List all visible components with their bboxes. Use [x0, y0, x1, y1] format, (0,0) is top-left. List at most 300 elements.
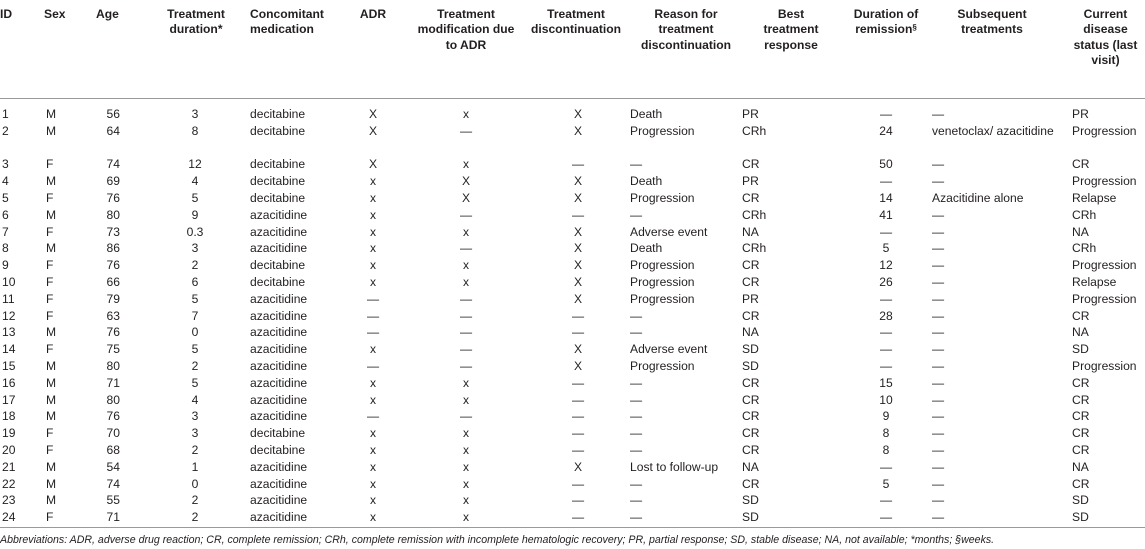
- cell-id: 11: [2, 291, 15, 306]
- cell-concomitant-medication: decitabine: [250, 442, 306, 457]
- cell-current-status: Relapse: [1072, 190, 1117, 205]
- cell-current-status: SD: [1072, 493, 1089, 508]
- cell-reason-discontinuation: Progression: [630, 190, 695, 205]
- cell-treatment-discontinuation: X: [573, 358, 583, 373]
- header-subsequent-treatments: Subsequent treatments: [932, 4, 1058, 99]
- table-row: [0, 291, 1145, 308]
- cell-duration-remission: 24: [879, 123, 893, 138]
- cell-reason-discontinuation: —: [630, 325, 643, 340]
- cell-subsequent-treatments: —: [932, 509, 1058, 527]
- table-row: [0, 358, 1145, 375]
- cell-id: 7: [2, 224, 9, 239]
- cell-adr: x: [369, 476, 377, 491]
- cell-adr: —: [366, 291, 380, 306]
- header-best-response: Best treatment response: [742, 4, 840, 99]
- header-treatment-discontinuation: Treatment discontinuation: [522, 4, 630, 99]
- cell-age: 71: [96, 509, 148, 527]
- cell-treatment-discontinuation: X: [573, 291, 583, 306]
- cell-id: 15: [2, 358, 16, 373]
- header-treatment-duration: [148, 4, 250, 99]
- cell-best-response: CR: [742, 476, 760, 491]
- cell-treatment-discontinuation: —: [571, 157, 585, 172]
- cell-subsequent-treatments: —: [932, 241, 945, 256]
- cell-treatment-duration: 2: [148, 509, 250, 527]
- cell-concomitant-medication: azacitidine: [250, 207, 308, 222]
- cell-concomitant-medication: azacitidine: [250, 392, 308, 407]
- cell-adr: x: [369, 442, 377, 457]
- cell-best-response: PR: [742, 174, 759, 189]
- cell-current-status: Progression: [1072, 174, 1137, 189]
- cell-best-response: SD: [742, 358, 759, 373]
- cell-duration-remission: —: [840, 509, 932, 527]
- cell-treatment-modification: —: [459, 291, 473, 306]
- cell-adr: X: [368, 107, 378, 121]
- cell-treatment-duration: 3: [191, 409, 199, 424]
- cell-current-status: CR: [1072, 476, 1090, 491]
- cell-current-status: CR: [1072, 375, 1090, 390]
- cell-reason-discontinuation: —: [630, 442, 643, 457]
- header-concomitant-medication: Concomitant medication: [250, 4, 348, 99]
- cell-sex: M: [46, 358, 57, 373]
- cell-adr: x: [369, 190, 377, 205]
- header-adr: ADR: [348, 4, 410, 99]
- cell-treatment-modification: —: [459, 325, 473, 340]
- cell-best-response: CR: [742, 392, 760, 407]
- cell-concomitant-medication: decitabine: [250, 123, 306, 138]
- cell-subsequent-treatments: —: [932, 442, 945, 457]
- cell-treatment-modification: x: [410, 509, 522, 527]
- cell-duration-remission: 28: [879, 308, 893, 323]
- cell-treatment-modification: —: [459, 308, 473, 323]
- cell-current-status: CRh: [1072, 241, 1097, 256]
- cell-adr: x: [369, 375, 377, 390]
- table-row: [0, 442, 1145, 459]
- cell-treatment-modification: X: [461, 174, 471, 189]
- cell-concomitant-medication: azacitidine: [250, 493, 308, 508]
- cell-treatment-modification: x: [462, 107, 470, 121]
- cell-current-status: SD: [1072, 342, 1089, 357]
- cell-treatment-modification: x: [462, 493, 470, 508]
- cell-treatment-discontinuation: X: [573, 190, 583, 205]
- cell-current-status: Progression: [1072, 291, 1137, 306]
- cell-id: 1: [2, 107, 9, 121]
- cell-duration-remission: 10: [879, 392, 893, 407]
- cell-age: 71: [106, 375, 120, 390]
- cell-treatment-modification: x: [462, 392, 470, 407]
- table-footnote: Abbreviations: ADR, adverse drug reaction; CR, complete remission; CRh, complete remission with incomplete hematologic recovery; PR, partial response; SD, stable disease; NA, not available; *months; §weeks.: [0, 534, 995, 546]
- patient-table: [0, 4, 1145, 528]
- cell-sex: F: [46, 157, 54, 172]
- cell-treatment-discontinuation: X: [573, 274, 583, 289]
- cell-sex: M: [46, 375, 57, 390]
- table-row: [0, 459, 1145, 476]
- cell-best-response: PR: [742, 291, 759, 306]
- cell-subsequent-treatments: —: [932, 409, 945, 424]
- cell-age: 70: [106, 426, 120, 441]
- table-row: [0, 257, 1145, 274]
- cell-treatment-modification: x: [462, 375, 470, 390]
- header-sex: Sex: [44, 4, 96, 99]
- table-row: [0, 207, 1145, 224]
- cell-treatment-duration: 2: [191, 358, 199, 373]
- cell-subsequent-treatments: —: [932, 274, 945, 289]
- cell-age: 64: [106, 123, 120, 138]
- cell-duration-remission: 5: [882, 241, 890, 256]
- cell-age: 75: [106, 342, 120, 357]
- cell-duration-remission: —: [879, 224, 893, 239]
- table-row: [0, 99, 1145, 123]
- cell-current-status: Progression: [1072, 358, 1137, 373]
- cell-treatment-discontinuation: X: [573, 241, 583, 256]
- cell-best-response: NA: [742, 459, 759, 474]
- cell-best-response: SD: [742, 342, 759, 357]
- cell-treatment-modification: —: [459, 207, 473, 222]
- cell-sex: F: [46, 291, 54, 306]
- cell-best-response: CRh: [742, 123, 767, 138]
- cell-sex: F: [46, 274, 54, 289]
- cell-adr: x: [369, 224, 377, 239]
- cell-concomitant-medication: decitabine: [250, 274, 306, 289]
- cell-age: 76: [106, 258, 120, 273]
- cell-treatment-duration: 2: [191, 258, 199, 273]
- cell-subsequent-treatments: —: [932, 107, 945, 121]
- cell-sex: F: [46, 442, 54, 457]
- cell-reason-discontinuation: Lost to follow-up: [630, 459, 719, 474]
- cell-adr: x: [369, 426, 377, 441]
- cell-treatment-duration: 6: [191, 274, 199, 289]
- cell-age: 80: [106, 358, 120, 373]
- cell-duration-remission: 9: [882, 409, 890, 424]
- cell-concomitant-medication: azacitidine: [250, 459, 308, 474]
- cell-best-response: CRh: [742, 241, 767, 256]
- cell-concomitant-medication: azacitidine: [250, 409, 308, 424]
- cell-treatment-duration: 3: [191, 241, 199, 256]
- cell-current-status: CR: [1072, 157, 1090, 172]
- cell-treatment-discontinuation: —: [571, 476, 585, 491]
- cell-id: 24: [0, 509, 44, 527]
- cell-reason-discontinuation: —: [630, 476, 643, 491]
- table-row: [0, 224, 1145, 241]
- cell-duration-remission: —: [879, 291, 893, 306]
- cell-treatment-discontinuation: —: [571, 409, 585, 424]
- cell-duration-remission: 12: [879, 258, 893, 273]
- cell-subsequent-treatments: —: [932, 342, 945, 357]
- cell-concomitant-medication: decitabine: [250, 190, 306, 205]
- cell-sex: F: [46, 342, 54, 357]
- cell-age: 80: [106, 392, 120, 407]
- cell-best-response: NA: [742, 224, 759, 239]
- cell-current-status: NA: [1072, 459, 1089, 474]
- cell-current-status: Progression: [1072, 258, 1137, 273]
- cell-concomitant-medication: azacitidine: [250, 509, 348, 527]
- cell-best-response: PR: [742, 107, 759, 121]
- cell-duration-remission: —: [879, 493, 893, 508]
- cell-treatment-duration: 9: [191, 207, 199, 222]
- cell-adr: x: [369, 342, 377, 357]
- cell-age: 79: [106, 291, 120, 306]
- cell-treatment-modification: x: [462, 459, 470, 474]
- cell-best-response: CR: [742, 190, 760, 205]
- cell-concomitant-medication: decitabine: [250, 258, 306, 273]
- cell-subsequent-treatments: —: [932, 207, 945, 222]
- cell-id: 19: [2, 426, 16, 441]
- cell-age: 86: [106, 241, 120, 256]
- cell-adr: x: [369, 207, 377, 222]
- cell-concomitant-medication: azacitidine: [250, 224, 308, 239]
- cell-current-status: CR: [1072, 392, 1090, 407]
- cell-current-status: CR: [1072, 426, 1090, 441]
- cell-age: 76: [106, 190, 120, 205]
- table-body: [0, 99, 1145, 528]
- cell-current-status: NA: [1072, 325, 1089, 340]
- table-row: [0, 476, 1145, 493]
- cell-treatment-modification: x: [462, 426, 470, 441]
- cell-current-status: CRh: [1072, 207, 1097, 222]
- cell-treatment-duration: 5: [191, 291, 199, 306]
- cell-id: 2: [2, 123, 9, 138]
- cell-subsequent-treatments: —: [932, 157, 945, 172]
- cell-treatment-discontinuation: X: [573, 174, 583, 189]
- section-mark: §: [912, 23, 917, 33]
- cell-treatment-duration: 0: [191, 476, 199, 491]
- cell-adr: —: [366, 409, 380, 424]
- cell-treatment-discontinuation: —: [571, 375, 585, 390]
- cell-reason-discontinuation: —: [630, 426, 643, 441]
- cell-adr: x: [369, 274, 377, 289]
- cell-concomitant-medication: azacitidine: [250, 375, 308, 390]
- table-row: [0, 324, 1145, 341]
- cell-sex: M: [46, 476, 57, 491]
- cell-best-response: CR: [742, 308, 760, 323]
- table-row: [0, 156, 1145, 173]
- cell-best-response: CR: [742, 274, 760, 289]
- cell-best-response: SD: [742, 509, 840, 527]
- cell-treatment-discontinuation: X: [573, 224, 583, 239]
- cell-treatment-discontinuation: —: [571, 493, 585, 508]
- cell-reason-discontinuation: Adverse event: [630, 342, 708, 357]
- table-row: [0, 308, 1145, 325]
- cell-reason-discontinuation: —: [630, 493, 643, 508]
- table-row: [0, 392, 1145, 409]
- cell-duration-remission: 8: [882, 426, 890, 441]
- cell-duration-remission: —: [879, 358, 893, 373]
- cell-id: 4: [2, 174, 9, 189]
- cell-age: 69: [106, 174, 120, 189]
- cell-treatment-discontinuation: X: [573, 107, 583, 121]
- cell-id: 14: [2, 342, 16, 357]
- cell-subsequent-treatments: venetoclax/ azacitidine: [932, 123, 1054, 138]
- cell-best-response: CRh: [742, 207, 767, 222]
- cell-treatment-discontinuation: —: [571, 325, 585, 340]
- cell-duration-remission: 41: [879, 207, 893, 222]
- cell-best-response: CR: [742, 442, 760, 457]
- cell-treatment-duration: 0.3: [186, 224, 204, 239]
- cell-treatment-duration: 2: [191, 493, 199, 508]
- cell-adr: x: [369, 174, 377, 189]
- cell-age: 74: [106, 476, 120, 491]
- cell-duration-remission: —: [879, 342, 893, 357]
- cell-current-status: CR: [1072, 442, 1090, 457]
- table-row: [0, 425, 1145, 442]
- cell-id: 9: [2, 258, 9, 273]
- cell-duration-remission: —: [879, 174, 893, 189]
- cell-adr: x: [369, 459, 377, 474]
- header-row: [0, 4, 1145, 99]
- table-row: [0, 190, 1145, 207]
- cell-subsequent-treatments: —: [932, 375, 945, 390]
- cell-age: 56: [106, 107, 120, 121]
- cell-reason-discontinuation: Progression: [630, 274, 695, 289]
- cell-sex: M: [46, 493, 57, 508]
- cell-best-response: CR: [742, 426, 760, 441]
- cell-id: 10: [2, 274, 16, 289]
- cell-treatment-duration: 4: [191, 392, 199, 407]
- cell-current-status: Relapse: [1072, 274, 1117, 289]
- cell-treatment-modification: x: [462, 442, 470, 457]
- cell-subsequent-treatments: Azacitidine alone: [932, 190, 1024, 205]
- cell-subsequent-treatments: —: [932, 308, 945, 323]
- cell-reason-discontinuation: Progression: [630, 291, 695, 306]
- cell-duration-remission: 15: [879, 375, 893, 390]
- cell-sex: M: [46, 325, 57, 340]
- cell-subsequent-treatments: —: [932, 325, 945, 340]
- cell-sex: M: [46, 123, 57, 138]
- cell-age: 54: [106, 459, 120, 474]
- cell-id: 21: [2, 459, 16, 474]
- cell-subsequent-treatments: —: [932, 258, 945, 273]
- cell-subsequent-treatments: —: [932, 224, 945, 239]
- cell-sex: F: [46, 308, 54, 323]
- cell-reason-discontinuation: —: [630, 308, 643, 323]
- header-age: Age: [96, 4, 148, 99]
- cell-best-response: SD: [742, 493, 759, 508]
- cell-concomitant-medication: azacitidine: [250, 241, 308, 256]
- cell-treatment-modification: X: [461, 190, 471, 205]
- cell-treatment-modification: x: [462, 157, 470, 172]
- cell-concomitant-medication: decitabine: [250, 157, 306, 172]
- cell-id: 23: [2, 493, 16, 508]
- cell-duration-remission: 8: [882, 442, 890, 457]
- cell-reason-discontinuation: Progression: [630, 123, 695, 138]
- cell-reason-discontinuation: Progression: [630, 258, 695, 273]
- cell-treatment-discontinuation: —: [571, 308, 585, 323]
- cell-treatment-modification: —: [459, 123, 473, 138]
- table-row: [0, 274, 1145, 291]
- cell-concomitant-medication: azacitidine: [250, 325, 308, 340]
- cell-current-status: PR: [1072, 107, 1089, 121]
- cell-treatment-modification: x: [462, 224, 470, 239]
- cell-current-status: Progression: [1072, 123, 1137, 138]
- cell-treatment-modification: —: [459, 358, 473, 373]
- cell-adr: X: [368, 123, 378, 138]
- cell-concomitant-medication: azacitidine: [250, 358, 308, 373]
- cell-adr: x: [348, 509, 410, 527]
- cell-reason-discontinuation: —: [630, 207, 643, 222]
- cell-age: 55: [106, 493, 120, 508]
- cell-reason-discontinuation: Death: [630, 241, 663, 256]
- cell-treatment-modification: x: [462, 258, 470, 273]
- cell-sex: M: [46, 174, 57, 189]
- cell-subsequent-treatments: —: [932, 493, 945, 508]
- cell-adr: x: [369, 258, 377, 273]
- cell-sex: M: [46, 409, 57, 424]
- cell-duration-remission: 14: [879, 190, 893, 205]
- cell-treatment-duration: 7: [191, 308, 199, 323]
- cell-treatment-duration: 8: [191, 123, 199, 138]
- cell-duration-remission: —: [879, 459, 893, 474]
- table-row: [0, 492, 1145, 509]
- cell-subsequent-treatments: —: [932, 358, 945, 373]
- cell-treatment-duration: 2: [191, 442, 199, 457]
- cell-subsequent-treatments: —: [932, 426, 945, 441]
- cell-treatment-duration: 5: [191, 190, 199, 205]
- cell-duration-remission: —: [879, 107, 893, 121]
- cell-current-status: CR: [1072, 308, 1090, 323]
- cell-adr: x: [369, 241, 377, 256]
- cell-age: 68: [106, 442, 120, 457]
- cell-reason-discontinuation: Progression: [630, 358, 695, 373]
- cell-best-response: NA: [742, 325, 759, 340]
- cell-reason-discontinuation: —: [630, 509, 742, 527]
- cell-treatment-modification: —: [459, 241, 473, 256]
- table-row: [0, 375, 1145, 392]
- cell-sex: M: [46, 459, 57, 474]
- cell-adr: x: [369, 493, 377, 508]
- header-duration-remission: [840, 4, 932, 99]
- cell-concomitant-medication: azacitidine: [250, 291, 308, 306]
- cell-adr: x: [369, 392, 377, 407]
- table-row: [0, 341, 1145, 358]
- table-row: [0, 509, 1145, 527]
- cell-reason-discontinuation: —: [630, 157, 643, 172]
- cell-treatment-discontinuation: X: [573, 258, 583, 273]
- cell-sex: M: [46, 107, 57, 121]
- cell-treatment-duration: 3: [191, 107, 199, 121]
- cell-treatment-discontinuation: X: [573, 342, 583, 357]
- cell-treatment-duration: 12: [188, 157, 202, 172]
- cell-age: 76: [106, 325, 120, 340]
- cell-treatment-discontinuation: —: [571, 207, 585, 222]
- cell-adr: —: [366, 308, 380, 323]
- cell-id: 3: [2, 157, 9, 172]
- cell-id: 18: [2, 409, 16, 424]
- cell-treatment-discontinuation: —: [571, 442, 585, 457]
- cell-treatment-discontinuation: —: [571, 426, 585, 441]
- cell-id: 16: [2, 375, 16, 390]
- cell-reason-discontinuation: Adverse event: [630, 224, 708, 239]
- cell-treatment-modification: —: [459, 409, 473, 424]
- cell-reason-discontinuation: —: [630, 375, 643, 390]
- cell-treatment-duration: 5: [191, 375, 199, 390]
- cell-age: 74: [106, 157, 120, 172]
- cell-treatment-modification: x: [462, 274, 470, 289]
- cell-id: 8: [2, 241, 9, 256]
- cell-subsequent-treatments: —: [932, 476, 945, 491]
- table-row: [0, 173, 1145, 190]
- cell-sex: F: [46, 258, 54, 273]
- cell-age: 76: [106, 409, 120, 424]
- cell-id: 12: [2, 308, 16, 323]
- header-treatment-duration-text: Treatment duration*: [167, 7, 225, 37]
- cell-adr: —: [366, 358, 380, 373]
- cell-treatment-duration: 5: [191, 342, 199, 357]
- cell-adr: X: [368, 157, 378, 172]
- cell-id: 17: [2, 392, 16, 407]
- cell-treatment-discontinuation: —: [571, 392, 585, 407]
- cell-best-response: CR: [742, 258, 760, 273]
- cell-treatment-duration: 4: [191, 174, 199, 189]
- cell-sex: F: [46, 224, 54, 239]
